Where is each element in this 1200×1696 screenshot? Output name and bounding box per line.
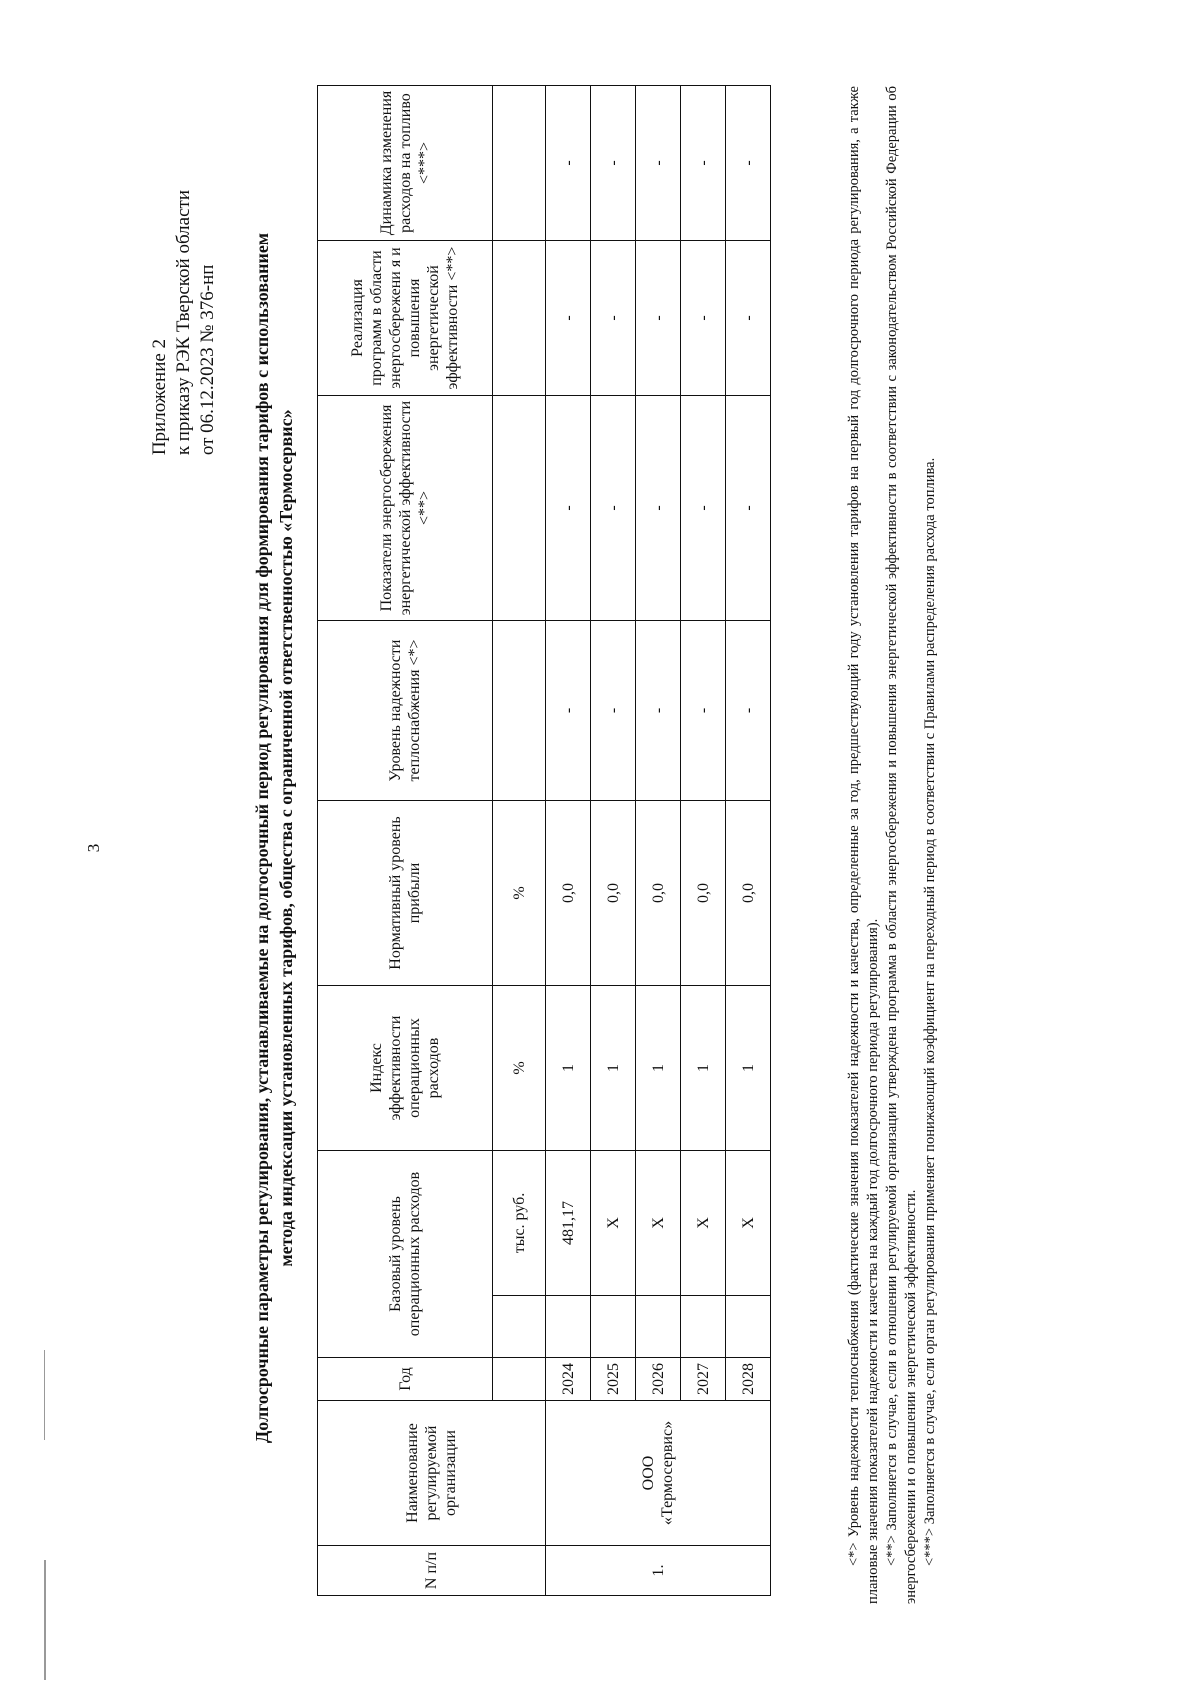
- units-fuel-dynamics: [493, 86, 546, 241]
- appendix-title: Приложение 2: [149, 338, 170, 456]
- table-header-row: [318, 86, 493, 1596]
- cell-energy-programs: -: [726, 241, 771, 396]
- footnote-fuel: <***> Заполняется в случае, если орган регулирования применяет понижающий коэффициент на переходный период в соответствии с Правилами распределения расхода топлива.: [922, 457, 938, 1566]
- header-profit-level: Нормативный уровень прибыли: [318, 801, 493, 986]
- cell-energy-indicators: -: [636, 396, 681, 621]
- header-number: N п/п: [318, 1546, 546, 1596]
- cell-base-costs-empty: [546, 1296, 591, 1358]
- table-row: [546, 86, 591, 1596]
- appendix-reference: [148, 190, 220, 455]
- cell-reliability: -: [636, 621, 681, 801]
- row-number: 1.: [546, 1546, 771, 1596]
- organization-name: ООО «Термосервис»: [546, 1401, 771, 1546]
- cell-base-costs: Х: [591, 1151, 636, 1296]
- cell-energy-programs: -: [546, 241, 591, 396]
- cell-profit-level: 0,0: [636, 801, 681, 986]
- units-reliability: [493, 621, 546, 801]
- title-line-1: Долгосрочные параметры регулирования, устанавливаемые на долгосрочный период регулирования для формирования тарифов с использованием: [252, 232, 272, 1444]
- cell-base-costs-empty: [726, 1296, 771, 1358]
- cell-fuel-dynamics: -: [636, 86, 681, 241]
- units-efficiency-index: %: [493, 986, 546, 1151]
- cell-year: 2024: [546, 1358, 591, 1401]
- title-line-2: метода индексации установленных тарифов, общества с ограниченной ответственностью «Термосервис»: [276, 409, 296, 1267]
- cell-fuel-dynamics: -: [591, 86, 636, 241]
- header-reliability: Уровень надежности теплоснабжения <*>: [318, 621, 493, 801]
- scan-edge-mark: [44, 1350, 45, 1440]
- cell-efficiency-index: 1: [636, 986, 681, 1151]
- footnotes: [845, 86, 940, 1604]
- table-units-row: [493, 86, 546, 1596]
- footnote-reliability: <*> Уровень надежности теплоснабжения (фактические значения показателей надежности и качества, определенные за год, предшествующий году установления тарифов на первый год долгосрочного периода регулирования, а также плановые значения показателей надежности и качества на каждый год долгосрочного периода регулирования).: [846, 86, 881, 1604]
- cell-reliability: -: [546, 621, 591, 801]
- cell-energy-programs: -: [681, 241, 726, 396]
- cell-base-costs: 481,17: [546, 1151, 591, 1296]
- scan-edge-mark: [44, 1560, 46, 1680]
- cell-efficiency-index: 1: [546, 986, 591, 1151]
- cell-efficiency-index: 1: [726, 986, 771, 1151]
- footnote-energy-saving: <**> Заполняется в случае, если в отношении регулируемой организации утверждена программа в области энергосбережения и повышения энергетической эффективности в соответствии с законодательством Российской Федерации об энергосбережении и о повышении энергетической эффективности.: [884, 86, 919, 1604]
- cell-base-costs-empty: [636, 1296, 681, 1358]
- cell-base-costs: Х: [681, 1151, 726, 1296]
- header-efficiency-index: Индекс эффективности операционных расходов: [318, 986, 493, 1151]
- cell-base-costs-empty: [591, 1296, 636, 1358]
- cell-base-costs-empty: [681, 1296, 726, 1358]
- cell-profit-level: 0,0: [726, 801, 771, 986]
- units-base-costs-empty: [493, 1296, 546, 1358]
- cell-base-costs: Х: [636, 1151, 681, 1296]
- cell-reliability: -: [726, 621, 771, 801]
- units-base-costs: тыс. руб.: [493, 1151, 546, 1296]
- table-row: [726, 86, 771, 1596]
- header-energy-indicators: Показатели энергосбережения энергетической эффективности <**>: [318, 396, 493, 621]
- units-energy-programs: [493, 241, 546, 396]
- cell-fuel-dynamics: -: [681, 86, 726, 241]
- cell-year: 2027: [681, 1358, 726, 1401]
- table-row: [636, 86, 681, 1596]
- document-title: [250, 90, 298, 1586]
- cell-energy-indicators: -: [546, 396, 591, 621]
- appendix-order: к приказу РЭК Тверской области: [173, 190, 194, 456]
- cell-reliability: -: [681, 621, 726, 801]
- appendix-date: от 06.12.2023 № 376-нп: [197, 264, 218, 456]
- cell-energy-indicators: -: [591, 396, 636, 621]
- cell-efficiency-index: 1: [591, 986, 636, 1151]
- units-year: [493, 1358, 546, 1401]
- cell-efficiency-index: 1: [681, 986, 726, 1151]
- cell-base-costs: Х: [726, 1151, 771, 1296]
- cell-profit-level: 0,0: [591, 801, 636, 986]
- cell-fuel-dynamics: -: [546, 86, 591, 241]
- cell-profit-level: 0,0: [681, 801, 726, 986]
- cell-energy-indicators: -: [726, 396, 771, 621]
- cell-reliability: -: [591, 621, 636, 801]
- units-profit-level: %: [493, 801, 546, 986]
- table-row: [591, 86, 636, 1596]
- header-fuel-dynamics: Динамика изменения расходов на топливо <***>: [318, 86, 493, 241]
- units-energy-indicators: [493, 396, 546, 621]
- cell-profit-level: 0,0: [546, 801, 591, 986]
- parameters-table: [317, 85, 771, 1596]
- cell-year: 2028: [726, 1358, 771, 1401]
- table-row: [681, 86, 726, 1596]
- cell-year: 2025: [591, 1358, 636, 1401]
- header-base-costs: Базовый уровень операционных расходов: [318, 1151, 493, 1358]
- header-year: Год: [318, 1358, 493, 1401]
- cell-year: 2026: [636, 1358, 681, 1401]
- cell-energy-programs: -: [591, 241, 636, 396]
- cell-fuel-dynamics: -: [726, 86, 771, 241]
- cell-energy-programs: -: [636, 241, 681, 396]
- page-number: 3: [84, 843, 103, 853]
- cell-energy-indicators: -: [681, 396, 726, 621]
- header-energy-programs: Реализация программ в области энергосбережени я и повышения энергетической эффективности <**>: [318, 241, 493, 396]
- header-organization: Наименование регулируемой организации: [318, 1401, 546, 1546]
